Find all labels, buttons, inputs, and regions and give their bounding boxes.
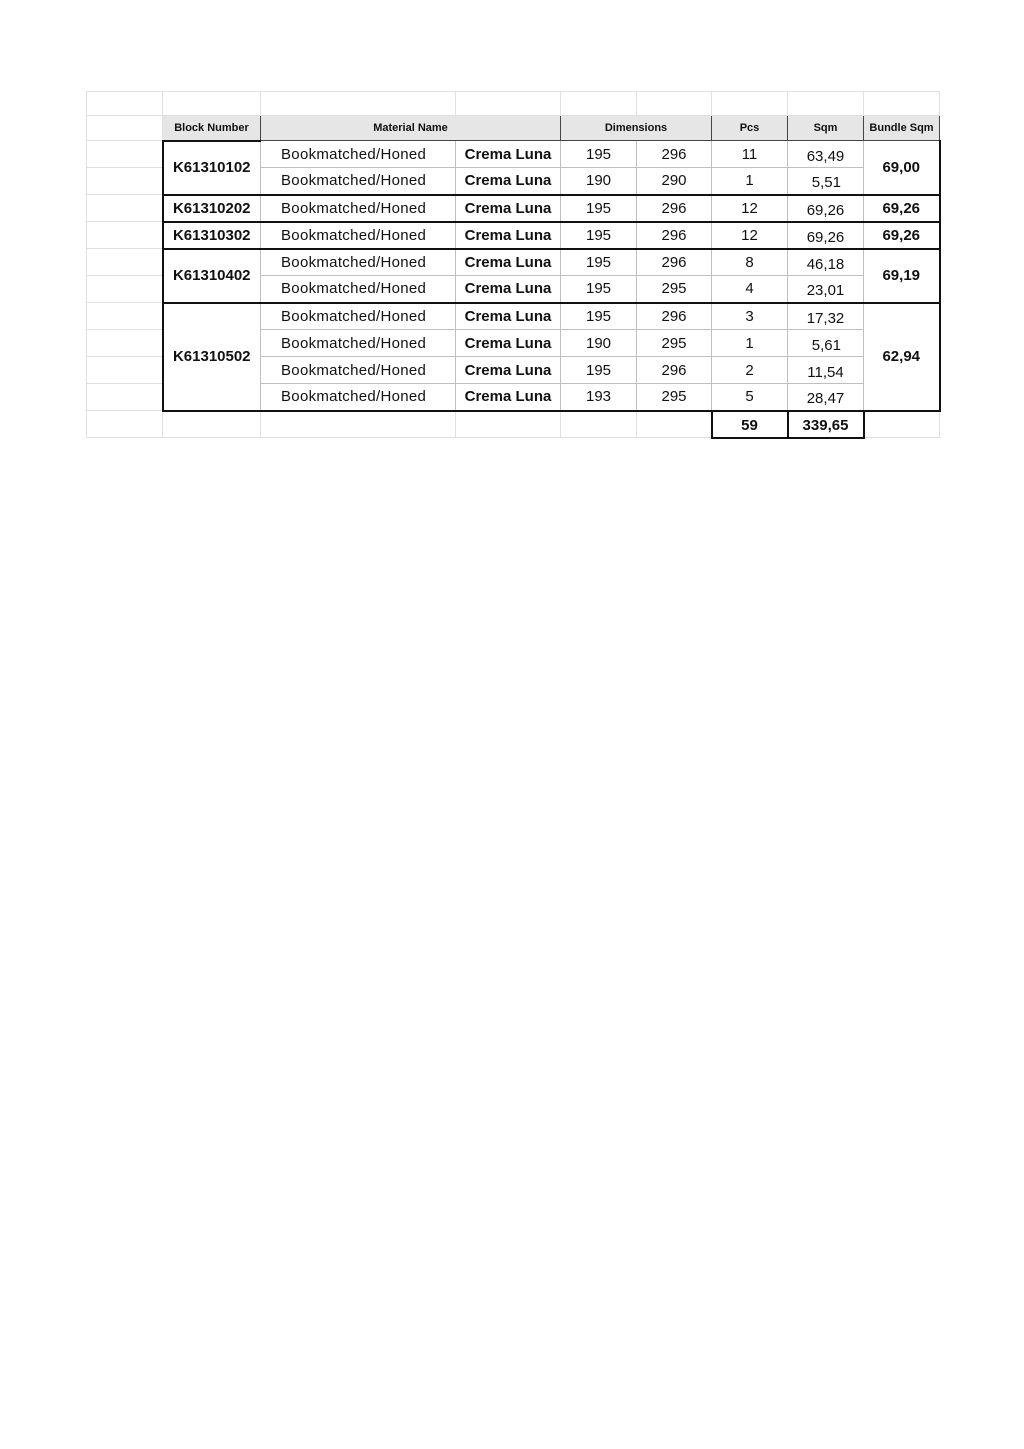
finish-cell[interactable]: Bookmatched/Honed	[261, 195, 456, 222]
header-material-name[interactable]: Material Name	[261, 116, 561, 141]
stone-name-cell[interactable]: Crema Luna	[456, 330, 561, 357]
header-row	[87, 116, 940, 141]
row-margin-cell[interactable]	[87, 195, 163, 222]
pcs-cell[interactable]: 3	[712, 303, 788, 330]
dimension-width-cell[interactable]: 193	[561, 384, 637, 411]
empty-cell[interactable]	[87, 116, 163, 141]
row-margin-cell[interactable]	[87, 357, 163, 384]
dimension-length-cell[interactable]: 295	[637, 276, 712, 303]
finish-cell[interactable]: Bookmatched/Honed	[261, 384, 456, 411]
table-row	[87, 249, 940, 276]
bundle-sqm-cell[interactable]: 69,26	[864, 222, 940, 249]
dimension-width-cell[interactable]: 195	[561, 303, 637, 330]
dimension-length-cell[interactable]: 296	[637, 195, 712, 222]
dimension-length-cell[interactable]: 296	[637, 357, 712, 384]
finish-cell[interactable]: Bookmatched/Honed	[261, 141, 456, 168]
dimension-length-cell[interactable]: 295	[637, 330, 712, 357]
sqm-cell[interactable]: 17,32	[788, 303, 864, 330]
row-margin-cell[interactable]	[87, 330, 163, 357]
pcs-cell[interactable]: 11	[712, 141, 788, 168]
header-block-number[interactable]: Block Number	[163, 116, 261, 141]
sqm-cell[interactable]: 28,47	[788, 384, 864, 411]
dimension-width-cell[interactable]: 195	[561, 141, 637, 168]
table-row	[87, 195, 940, 222]
dimension-length-cell[interactable]: 296	[637, 141, 712, 168]
dimension-width-cell[interactable]: 190	[561, 168, 637, 195]
sqm-cell[interactable]: 5,61	[788, 330, 864, 357]
table-row	[87, 141, 940, 168]
header-sqm[interactable]: Sqm	[788, 116, 864, 141]
row-margin-cell[interactable]	[87, 249, 163, 276]
stone-name-cell[interactable]: Crema Luna	[456, 168, 561, 195]
stone-name-cell[interactable]: Crema Luna	[456, 384, 561, 411]
row-margin-cell[interactable]	[87, 222, 163, 249]
dimension-length-cell[interactable]: 290	[637, 168, 712, 195]
dimension-width-cell[interactable]: 195	[561, 249, 637, 276]
header-dimensions[interactable]: Dimensions	[561, 116, 712, 141]
stone-name-cell[interactable]: Crema Luna	[456, 357, 561, 384]
sqm-cell[interactable]: 46,18	[788, 249, 864, 276]
table-body	[87, 141, 940, 411]
stone-name-cell[interactable]: Crema Luna	[456, 222, 561, 249]
dimension-width-cell[interactable]: 195	[561, 222, 637, 249]
row-margin-cell[interactable]	[87, 276, 163, 303]
block-number-cell[interactable]: K61310402	[163, 249, 261, 303]
block-number-cell[interactable]: K61310202	[163, 195, 261, 222]
dimension-length-cell[interactable]: 295	[637, 384, 712, 411]
table-row	[87, 222, 940, 249]
stone-name-cell[interactable]: Crema Luna	[456, 303, 561, 330]
stone-name-cell[interactable]: Crema Luna	[456, 249, 561, 276]
bundle-sqm-cell[interactable]: 62,94	[864, 303, 940, 411]
dimension-width-cell[interactable]: 195	[561, 276, 637, 303]
pcs-cell[interactable]: 12	[712, 222, 788, 249]
bundle-sqm-cell[interactable]: 69,00	[864, 141, 940, 195]
stone-name-cell[interactable]: Crema Luna	[456, 141, 561, 168]
finish-cell[interactable]: Bookmatched/Honed	[261, 249, 456, 276]
stone-name-cell[interactable]: Crema Luna	[456, 195, 561, 222]
dimension-width-cell[interactable]: 190	[561, 330, 637, 357]
table-row	[87, 303, 940, 330]
spacer-row	[87, 92, 940, 116]
finish-cell[interactable]: Bookmatched/Honed	[261, 330, 456, 357]
finish-cell[interactable]: Bookmatched/Honed	[261, 276, 456, 303]
header-bundle-sqm[interactable]: Bundle Sqm	[864, 116, 940, 141]
total-pcs[interactable]: 59	[712, 411, 788, 438]
block-number-cell[interactable]: K61310302	[163, 222, 261, 249]
dimension-width-cell[interactable]: 195	[561, 195, 637, 222]
sqm-cell[interactable]: 69,26	[788, 222, 864, 249]
sqm-cell[interactable]: 5,51	[788, 168, 864, 195]
finish-cell[interactable]: Bookmatched/Honed	[261, 357, 456, 384]
sqm-cell[interactable]: 23,01	[788, 276, 864, 303]
sqm-cell[interactable]: 63,49	[788, 141, 864, 168]
pcs-cell[interactable]: 1	[712, 168, 788, 195]
dimension-width-cell[interactable]: 195	[561, 357, 637, 384]
pcs-cell[interactable]: 8	[712, 249, 788, 276]
finish-cell[interactable]: Bookmatched/Honed	[261, 303, 456, 330]
totals-row	[87, 411, 940, 438]
sqm-cell[interactable]: 11,54	[788, 357, 864, 384]
pcs-cell[interactable]: 2	[712, 357, 788, 384]
block-number-cell[interactable]: K61310102	[163, 141, 261, 195]
header-pcs[interactable]: Pcs	[712, 116, 788, 141]
finish-cell[interactable]: Bookmatched/Honed	[261, 222, 456, 249]
block-number-cell[interactable]: K61310502	[163, 303, 261, 411]
bundle-sqm-cell[interactable]: 69,19	[864, 249, 940, 303]
sqm-cell[interactable]: 69,26	[788, 195, 864, 222]
pcs-cell[interactable]: 5	[712, 384, 788, 411]
dimension-length-cell[interactable]: 296	[637, 249, 712, 276]
pcs-cell[interactable]: 4	[712, 276, 788, 303]
row-margin-cell[interactable]	[87, 384, 163, 411]
dimension-length-cell[interactable]: 296	[637, 303, 712, 330]
row-margin-cell[interactable]	[87, 141, 163, 168]
dimension-length-cell[interactable]: 296	[637, 222, 712, 249]
finish-cell[interactable]: Bookmatched/Honed	[261, 168, 456, 195]
row-margin-cell[interactable]	[87, 168, 163, 195]
row-margin-cell[interactable]	[87, 303, 163, 330]
stone-name-cell[interactable]: Crema Luna	[456, 276, 561, 303]
pcs-cell[interactable]: 1	[712, 330, 788, 357]
total-sqm[interactable]: 339,65	[788, 411, 864, 438]
pcs-cell[interactable]: 12	[712, 195, 788, 222]
packing-list-table	[86, 91, 941, 439]
bundle-sqm-cell[interactable]: 69,26	[864, 195, 940, 222]
